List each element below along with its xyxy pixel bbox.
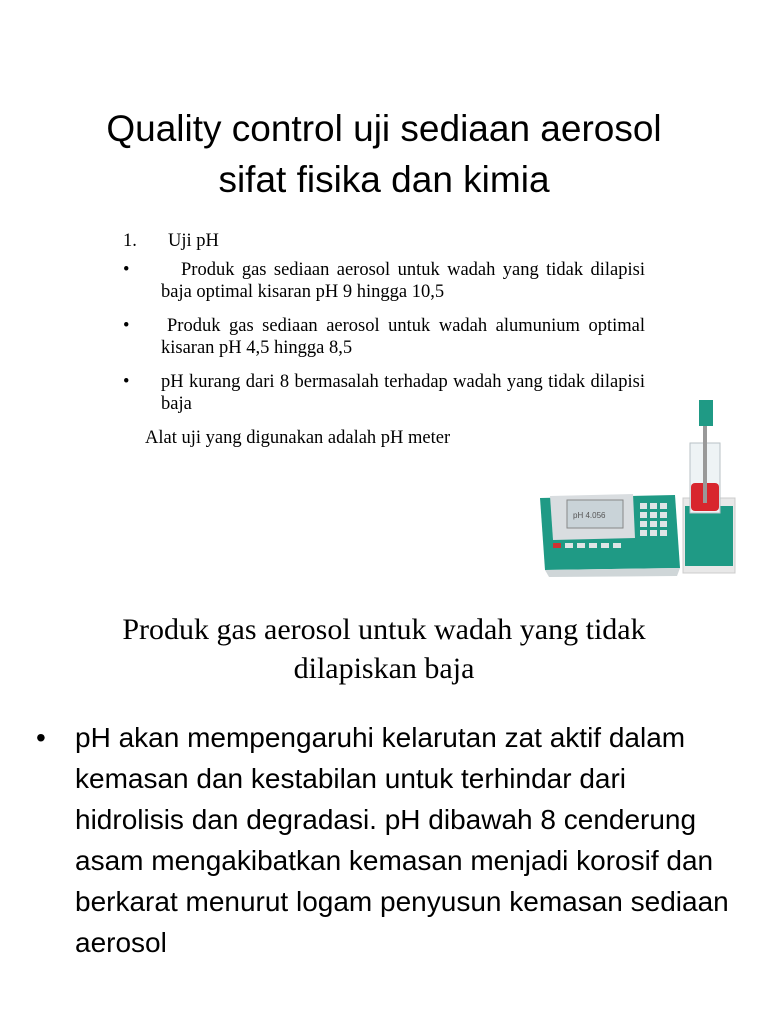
bullet-marker: • — [36, 722, 46, 753]
bullet-marker: • — [123, 260, 130, 280]
list-text: Produk gas sediaan aerosol untuk wadah yang tidak dilapisi baja optimal kisaran pH 9 hingga 10,5 — [161, 260, 645, 302]
numbered-item — [123, 230, 645, 252]
title-line-2: sifat fisika dan kimia — [218, 159, 550, 200]
list-text: pH kurang dari 8 bermasalah terhadap wadah yang tidak dilapisi baja — [161, 372, 645, 414]
slide-2 — [0, 590, 768, 1024]
bullet-marker: • — [123, 316, 130, 336]
bullet-marker: • — [123, 372, 130, 392]
ph-meter-photo — [525, 398, 750, 578]
meter-display-readout: pH 4.056 — [573, 511, 606, 520]
heading-line-2: dilapiskan baja — [293, 652, 475, 685]
slide-title — [0, 103, 768, 205]
list-text: Produk gas sediaan aerosol untuk wadah alumunium optimal kisaran pH 4,5 hingga 8,5 — [161, 316, 645, 358]
title-line-1: Quality control uji sediaan aerosol — [106, 108, 662, 149]
list-item — [123, 315, 645, 359]
list-text: Uji pH — [168, 231, 219, 251]
list-text: pH akan mempengaruhi kelarutan zat aktif dalam kemasan dan kestabilan untuk terhindar dari hidrolisis dan degradasi. pH dibawah 8 cenderung asam mengakibatkan kemasan menjadi korosif dan berkarat menurut logam penyusun kemasan sediaan aerosol — [75, 722, 729, 958]
slide-heading — [40, 610, 728, 688]
list-item — [123, 259, 645, 303]
list-item — [36, 717, 736, 963]
tool-text: Alat uji yang digunakan adalah pH meter — [145, 428, 451, 448]
heading-line-1: Produk gas aerosol untuk wadah yang tidak — [122, 613, 646, 646]
list-number: 1. — [123, 231, 137, 251]
